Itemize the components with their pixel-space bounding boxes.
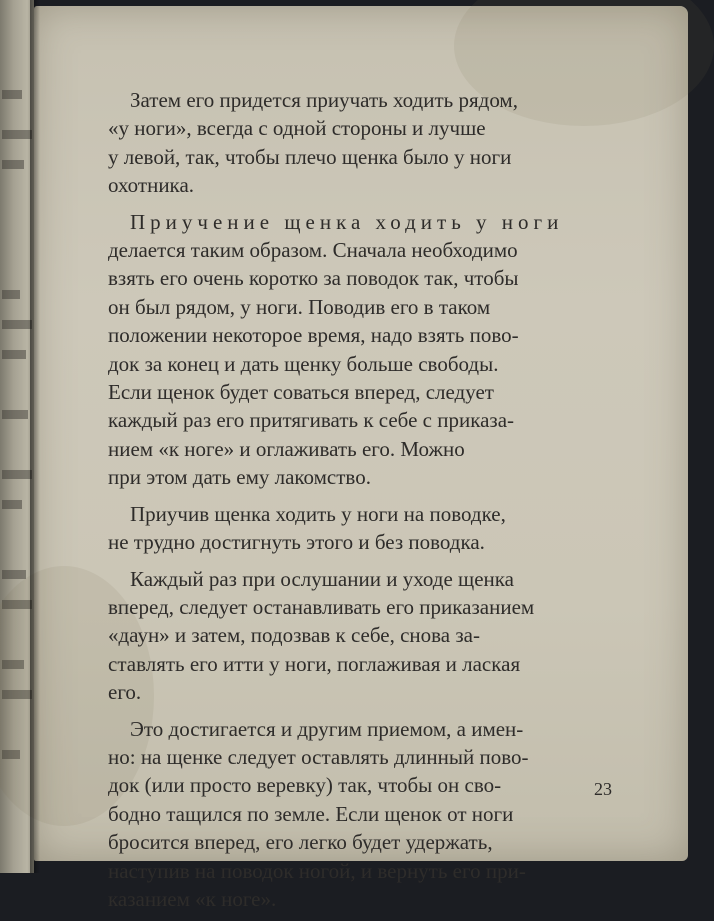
text-line: Каждый раз при ослушании и уходе щенка [130,566,514,591]
text-line: положении некоторое время, надо взять пово- [108,323,519,348]
left-page-text-fragment [2,500,22,509]
text-line: у левой, так, чтобы плечо щенка было у ноги [108,144,512,169]
text-line: нием «к ноге» и оглаживать его. Можно [108,436,465,461]
text-line: док за конец и дать щенку больше свободы. [108,351,499,376]
text-line: док (или просто веревку) так, чтобы он сво- [108,773,502,798]
text-line: Если щенок будет соваться вперед, следует [108,380,494,405]
paragraph [108,208,620,492]
left-page-text-fragment [2,350,26,359]
text-line: Приучив щенка ходить у ноги на поводке, [130,501,506,526]
book-page [34,6,688,911]
text-line: при этом дать ему лакомство. [108,465,371,490]
text-line: Затем его придется приучать ходить рядом, [130,88,518,112]
text-line: бодно тащился по земле. Если щенок от ноги [108,801,514,826]
left-page-text-fragment [2,570,26,579]
text-line: не трудно достигнуть этого и без поводка. [108,530,485,555]
paragraph [108,715,620,914]
left-page-text-fragment [2,130,32,139]
text-line: охотника. [108,173,195,198]
paragraph [108,86,620,200]
paragraph [108,565,620,707]
book-spine-shadow [30,0,40,873]
text-line: «даун» и затем, подозвав к себе, снова за- [108,623,480,648]
text-line: взять его очень коротко за поводок так, чтобы [108,266,519,291]
left-page-text-fragment [2,320,32,329]
text-line: Приучение щенка ходить у ноги [130,209,564,234]
left-page-text-fragment [2,160,24,169]
text-line: он был рядом, у ноги. Поводив его в таком [108,294,491,319]
text-line: бросится вперед, его легко будет удержать, [108,830,493,855]
text-line: казанием «к ноге». [108,886,277,911]
left-page-text-fragment [2,290,20,299]
left-page-text-fragment [2,410,28,419]
text-line: но: на щенке следует оставлять длинный пово- [108,744,529,769]
text-line: «у ноги», всегда с одной стороны и лучше [108,116,486,141]
left-page-text-fragment [2,470,32,479]
page-number: 23 [594,779,612,799]
text-line: вперед, следует останавливать его приказанием [108,594,535,619]
text-line: ставлять его итти у ноги, поглаживая и лаская [108,651,521,676]
text-line: Это достигается и другим приемом, а имен- [130,716,524,741]
text-line: наступив на поводок ногой, и вернуть его при- [108,858,526,883]
page-body-text [108,86,620,921]
text-line: делается таким образом. Сначала необходимо [108,238,518,263]
text-line: каждый раз его притягивать к себе с приказа- [108,408,515,433]
paragraph [108,500,620,557]
text-line: его. [108,680,142,705]
left-page-text-fragment [2,90,22,99]
